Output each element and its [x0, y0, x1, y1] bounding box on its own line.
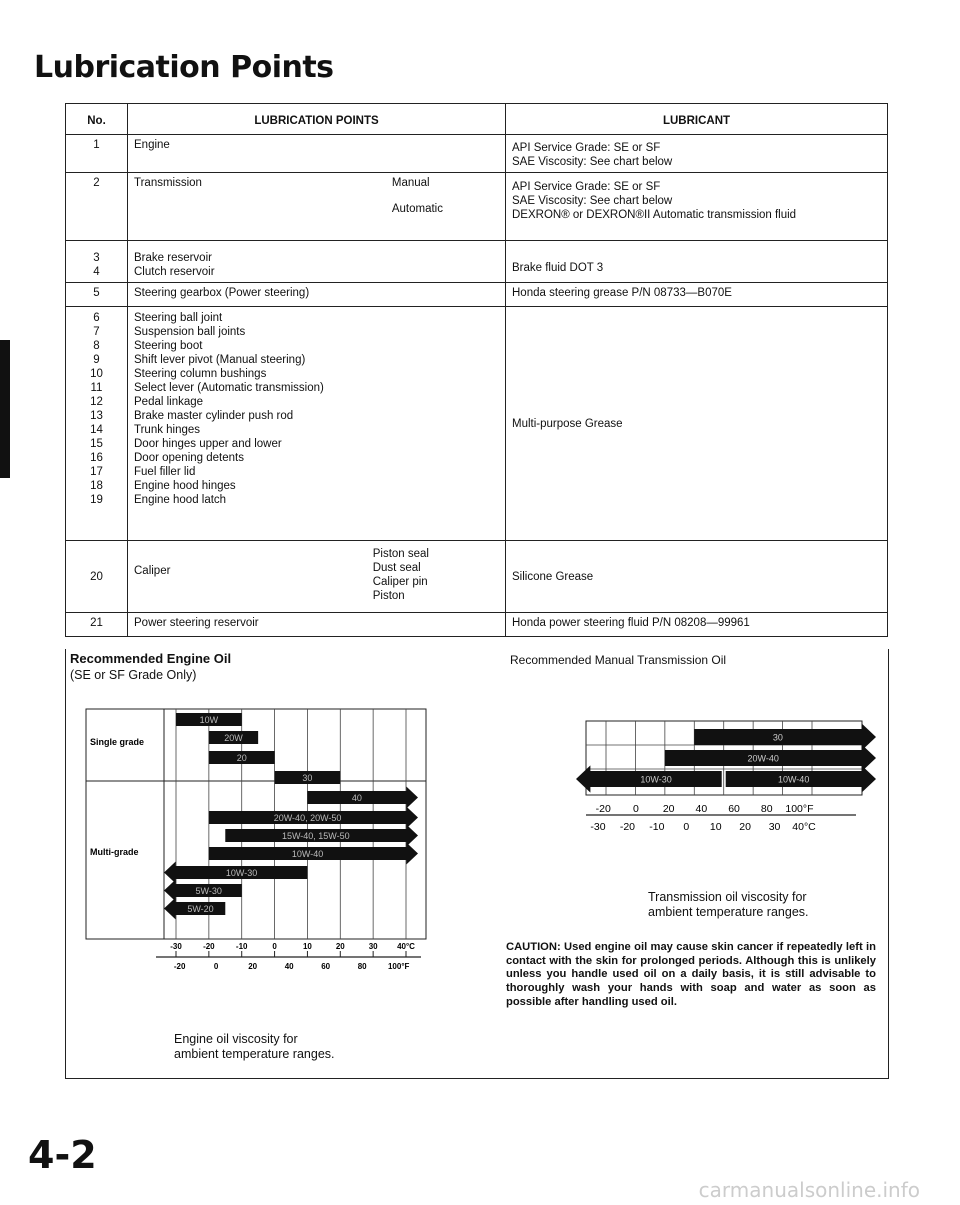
row-number: 3 4: [66, 241, 128, 283]
row-number: 6 7 8 9 10 11 12 13 14 15 16 17 18 19: [66, 307, 128, 541]
lubrication-point: Brake reservoir Clutch reservoir: [128, 241, 506, 283]
lubricant: API Service Grade: SE or SF SAE Viscosity: See chart below: [506, 135, 888, 173]
transmission-oil-bar-label: 10W-30: [640, 774, 672, 785]
axis-tick-label-c: 30: [768, 821, 781, 833]
table-row: [66, 283, 888, 307]
axis-tick-label-f: 100°F: [387, 962, 410, 971]
page-title: Lubrication Points: [34, 50, 334, 85]
lubrication-point: Steering gearbox (Power steering): [128, 283, 506, 307]
page-number: 4-2: [28, 1133, 97, 1177]
row-number: 1: [66, 135, 128, 173]
axis-tick-label-f: 80: [760, 803, 773, 815]
row-number: 20: [66, 541, 128, 613]
transmission-oil-bar-label: 20W-40: [747, 753, 779, 764]
single-grade-label: Single grade: [90, 737, 145, 747]
lubrication-point: Caliper Piston seal Dust seal Caliper pin Piston: [128, 541, 506, 613]
engine-oil-bar-label: 5W-20: [187, 904, 214, 914]
engine-oil-subheading: (SE or SF Grade Only): [70, 668, 197, 682]
axis-tick-label-f: 0: [213, 962, 219, 971]
axis-tick-label-f: 80: [357, 962, 367, 971]
engine-oil-bar-label: 15W-40, 15W-50: [281, 831, 350, 841]
table-row: [66, 307, 888, 541]
lubricant: Brake fluid DOT 3: [506, 241, 888, 283]
engine-oil-bar-label: 5W-30: [195, 886, 222, 896]
axis-tick-label-f: 60: [321, 962, 331, 971]
engine-oil-bar: [307, 786, 418, 808]
lubricant: Honda power steering fluid P/N 08208—99961: [506, 613, 888, 637]
axis-tick-label-c: 20: [335, 942, 345, 951]
table-row: [66, 173, 888, 241]
axis-tick-label-c: -10: [235, 942, 248, 951]
table-row: [66, 541, 888, 613]
table-row: [66, 135, 888, 173]
lubrication-point: Steering ball joint Suspension ball joints Steering boot Shift lever pivot (Manual steering) Steering column bushings Select lever (Automatic transmission) Pedal linkage Brake master cylinder push rod Trunk hinges Door hinges upper and lower Door opening detents Fuel filler lid Engine hood hinges Engine hood latch: [128, 307, 506, 541]
axis-tick-label-f: 40: [695, 803, 708, 815]
axis-tick-label-c: 0: [683, 821, 690, 833]
row-number: 21: [66, 613, 128, 637]
axis-tick-label-c: -30: [170, 942, 182, 951]
multi-grade-label: Multi-grade: [90, 847, 139, 857]
transmission-oil-caption: Transmission oil viscosity for ambient temperature ranges.: [648, 890, 809, 919]
transmission-oil-bar-label: 10W-40: [777, 774, 810, 785]
transmission-oil-heading: Recommended Manual Transmission Oil: [510, 653, 727, 667]
engine-oil-bar-label: 10W-40: [291, 849, 324, 859]
axis-tick-label-c: 10: [302, 942, 312, 951]
lubricant: Multi-purpose Grease: [506, 307, 888, 541]
table-row: [66, 613, 888, 637]
axis-tick-label-f: 40: [284, 962, 294, 971]
axis-tick-label-f: 0: [633, 803, 639, 815]
engine-oil-caption: Engine oil viscosity for ambient temperature ranges.: [174, 1032, 335, 1061]
axis-tick-label-c: 20: [739, 821, 751, 833]
axis-tick-label-c: 40°C: [792, 821, 816, 833]
engine-oil-panel: [66, 649, 506, 1078]
axis-tick-label-c: 10: [709, 821, 722, 833]
recommendations-section: [65, 649, 889, 1079]
lubricant: API Service Grade: SE or SF SAE Viscosity: See chart below DEXRON® or DEXRON®II Automatic transmission fluid: [506, 173, 888, 241]
axis-tick-label-c: 40°C: [397, 942, 415, 951]
axis-tick-label-c: -20: [203, 942, 215, 951]
lubrication-point: Engine: [128, 135, 506, 173]
axis-tick-label-f: 20: [662, 803, 675, 815]
lubrication-point: Transmission Manual Automatic: [128, 173, 506, 241]
axis-tick-label-c: 0: [272, 942, 277, 951]
transmission-oil-bar: [694, 723, 876, 750]
engine-oil-bar-label: 40: [351, 793, 362, 803]
header-points: LUBRICATION POINTS: [128, 104, 506, 135]
binding-mark: [0, 340, 10, 478]
header-no: No.: [66, 104, 128, 135]
lubrication-point: Power steering reservoir: [128, 613, 506, 637]
engine-oil-bar-label: 10W: [199, 715, 219, 725]
axis-tick-label-f: -20: [595, 803, 611, 815]
transmission-oil-bar-label: 30: [772, 732, 783, 743]
lubricant: Honda steering grease P/N 08733—B070E: [506, 283, 888, 307]
engine-oil-bar-label: 20W: [224, 733, 243, 743]
axis-tick-label-c: -10: [649, 821, 665, 833]
engine-oil-bar-label: 20W-40, 20W-50: [273, 813, 342, 823]
lubrication-table: [65, 103, 888, 637]
transmission-oil-viscosity-chart: [506, 719, 876, 859]
engine-oil-bar-label: 10W-30: [225, 868, 258, 878]
axis-tick-label-c: 30: [368, 942, 378, 951]
caution-note: CAUTION: Used engine oil may cause skin cancer if repeatedly left in contact with the skin for prolonged periods. Although this is unlikely unless you handle used oil on a daily basis, it is still advisable to thoroughly wash your hands with soap and water as soon as possible after handling used oil.: [506, 941, 876, 1008]
axis-tick-label-f: -20: [173, 962, 186, 971]
lubricant: Silicone Grease: [506, 541, 888, 613]
axis-tick-label-f: 100°F: [785, 803, 814, 815]
transmission-oil-panel: [506, 649, 888, 1078]
engine-oil-heading: Recommended Engine Oil: [70, 651, 232, 666]
engine-oil-bar-label: 30: [302, 773, 313, 783]
watermark: carmanualsonline.info: [698, 1178, 920, 1202]
row-number: 5: [66, 283, 128, 307]
axis-tick-label-f: 60: [728, 803, 740, 815]
header-lubricant: LUBRICANT: [506, 104, 888, 135]
engine-oil-viscosity-chart: [76, 699, 456, 1019]
axis-tick-label-c: -20: [619, 821, 636, 833]
axis-tick-label-f: 20: [248, 962, 258, 971]
engine-oil-bar-label: 20: [236, 753, 247, 763]
row-number: 2: [66, 173, 128, 241]
axis-tick-label-c: -30: [590, 821, 606, 833]
table-row: [66, 241, 888, 283]
